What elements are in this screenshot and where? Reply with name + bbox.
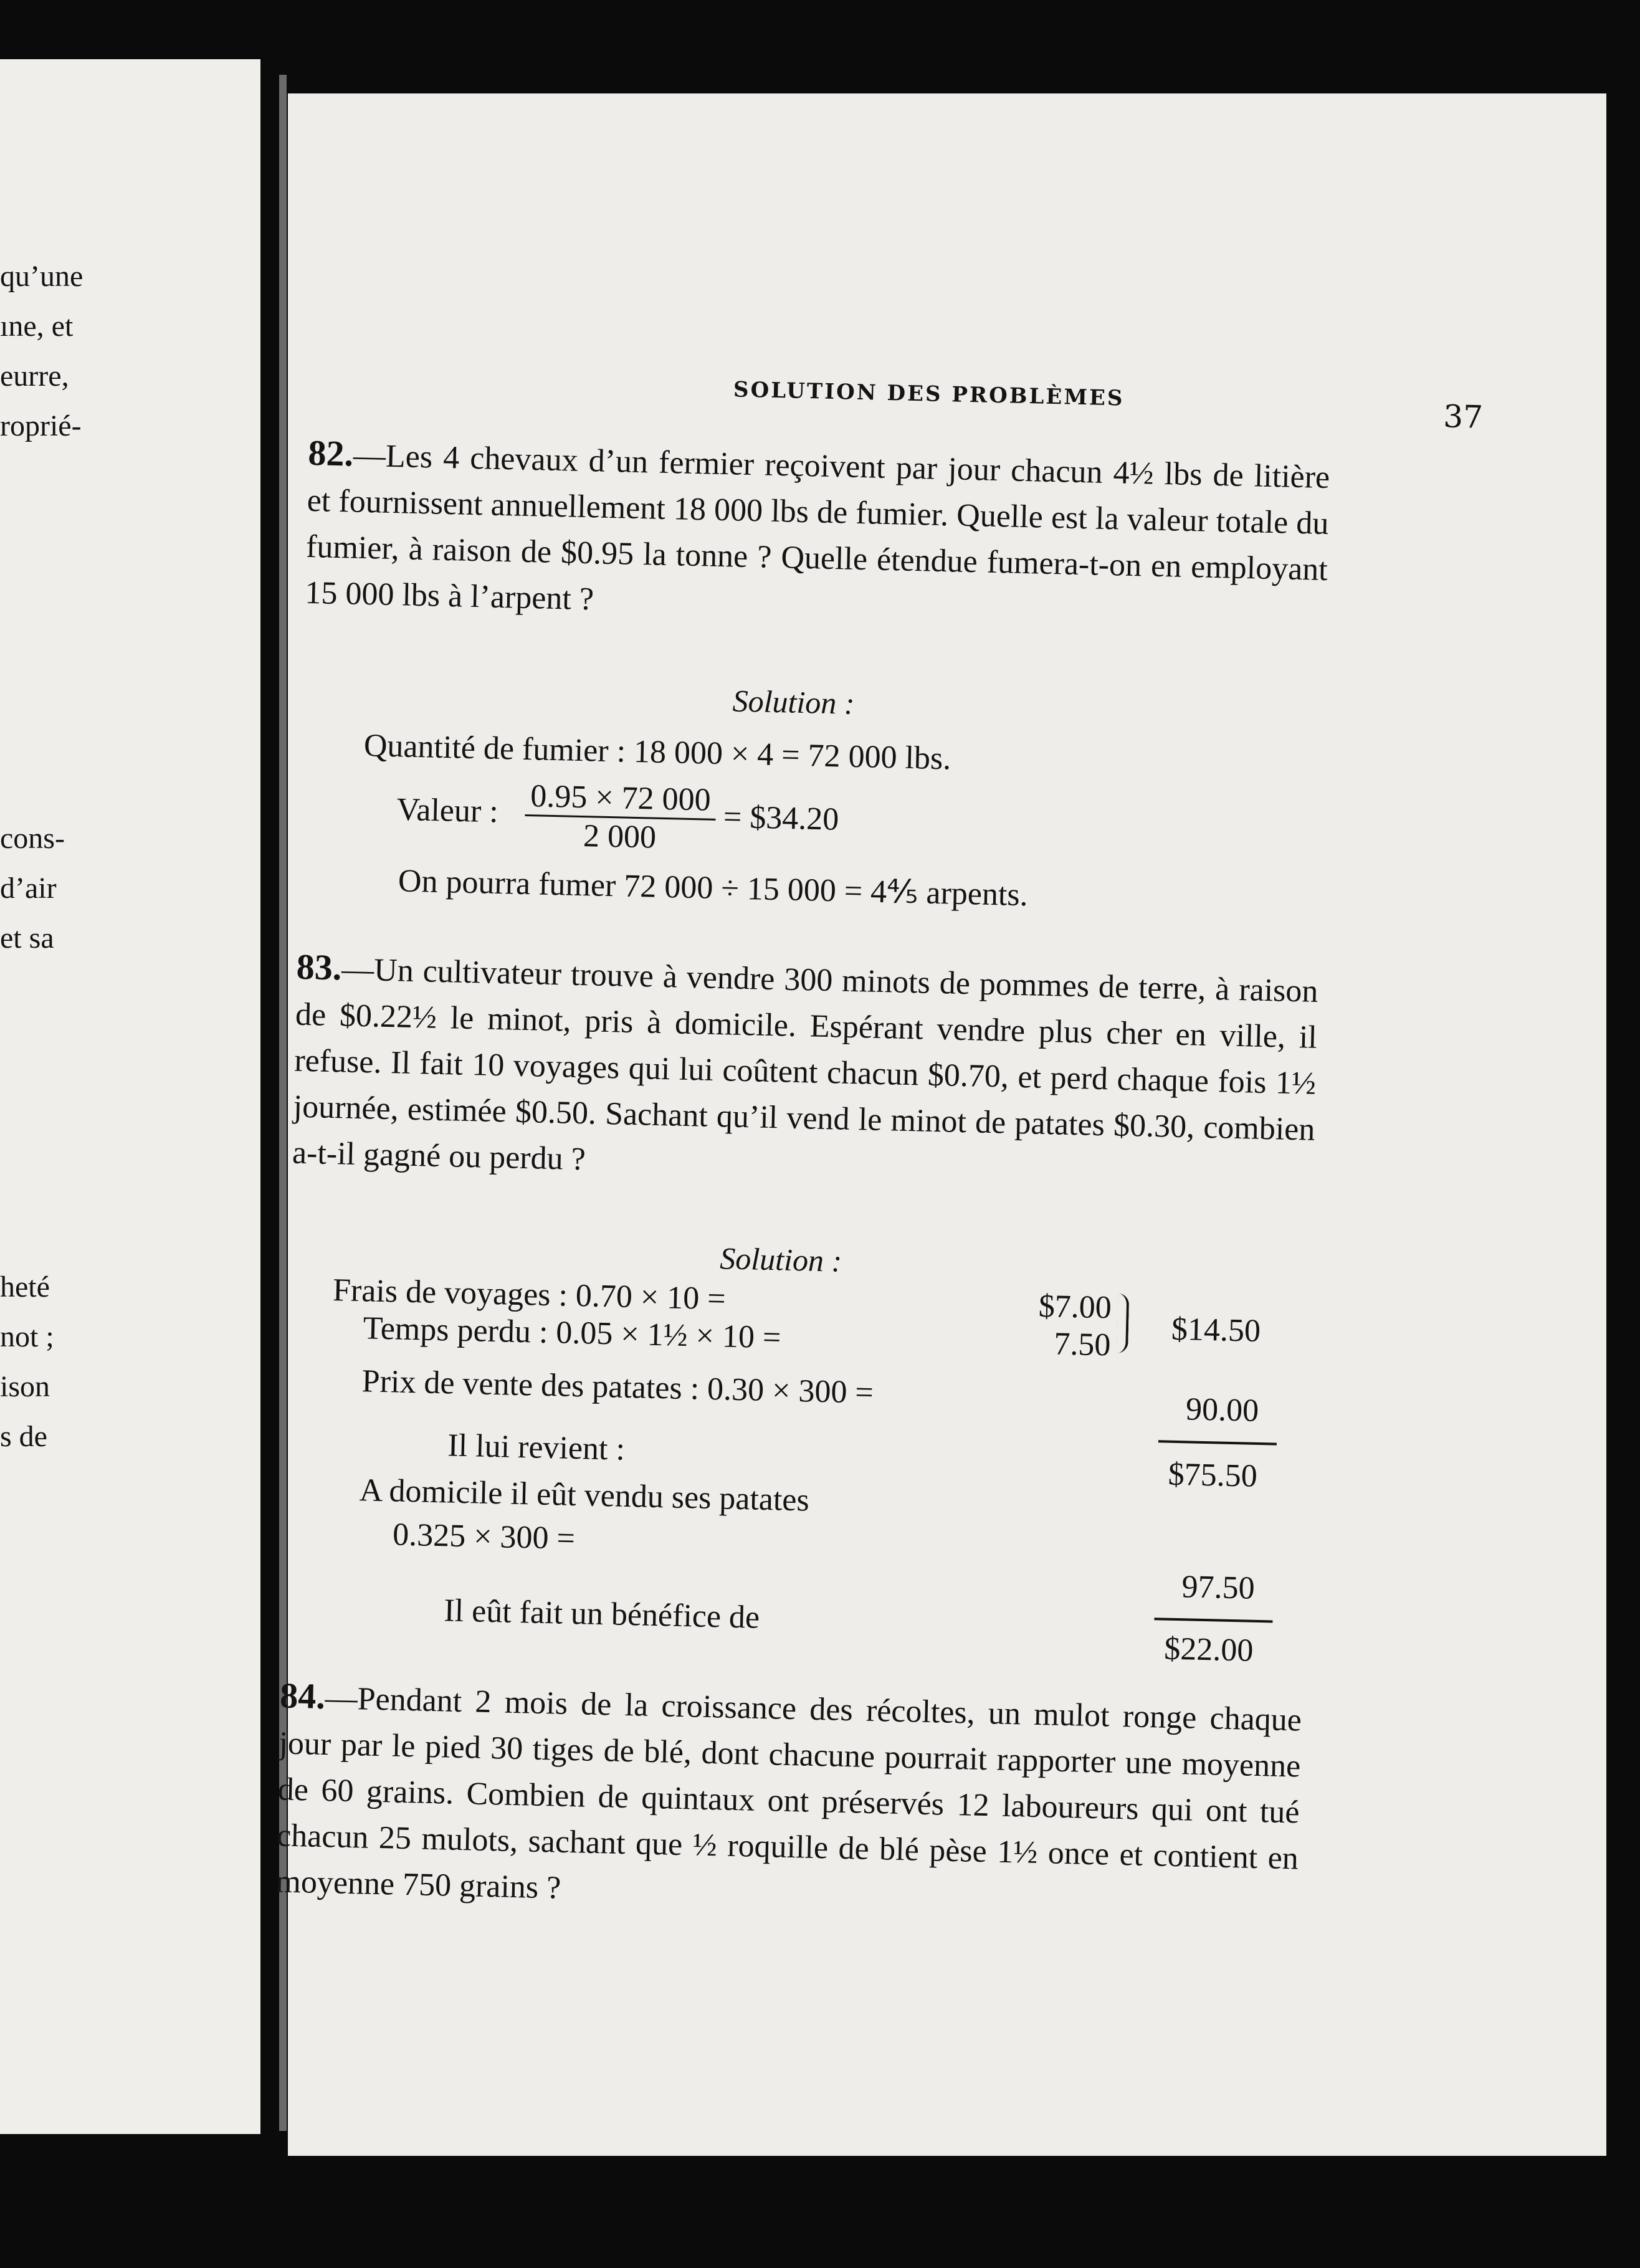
calc-row-label: A domicile il eût vendu ses patates [359,1472,810,1518]
problem-text: —Un cultivateur trouve à vendre 300 minots de pommes de terre, à raison de $0.22½ le minot, pris à domicile. Espérant vendre plus cher en ville, il refuse. Il fait 10 voyages qui lui coûtent chacun $0.70, et perd chaque fois 1½ journée, estimée $0.50. Sachant qu’il vend le minot de patates $0.30, combien a-t-il gagné ou perdu ? [292,951,1319,1178]
calc-row-amount: 97.50 [1181,1569,1256,1606]
calc-row-label: Il lui revient : [447,1427,626,1467]
book-gutter [260,59,279,2134]
calc-row-amount: $75.50 [1168,1456,1258,1494]
left-page-line: s de [0,1420,47,1453]
calc-row-amount: $22.00 [1163,1631,1254,1669]
math-line: Quantité de fumier : 18 000 × 4 = 72 000 lbs. [363,728,951,777]
problem-text: —Pendant 2 mois de la croissance des récoltes, un mulot ronge chaque jour par le pied 30 tiges de blé, dont chacune pourrait rapporter une moyenne de 60 grains. Combien de quintaux ont préservés 12 laboureurs qui ont tué chacun 25 mulots, sachant que ½ roquille de blé pèse 1½ once et contient en moyenne 750 grains ? [275,1680,1302,1906]
calc-row-label: Temps perdu : 0.05 × 1½ × 10 = [363,1310,781,1356]
running-head: SOLUTION DES PROBLÈMES [733,377,1125,411]
left-page-line: ison [0,1370,50,1403]
valeur-equation [396,774,839,860]
left-page-line: d’air [0,872,57,905]
left-page [0,59,260,2134]
valeur-result: = $34.20 [723,799,839,837]
page-number: 37 [1442,398,1484,436]
calc-row-amount: 90.00 [1185,1391,1259,1429]
calc-row-label: Prix de vente des patates : 0.30 × 300 = [361,1363,874,1411]
problem-number: 83. [296,946,343,988]
sum-rule [1158,1440,1277,1445]
problem-number: 84. [279,1675,326,1717]
fraction [524,778,716,857]
valeur-label: Valeur : [396,791,499,830]
problem-84 [275,1672,1302,1928]
solution-label: Solution : [732,683,856,721]
left-page-line: not ; [0,1320,54,1353]
problem-text: —Les 4 chevaux d’un fermier reçoivent par jour chacun 4½ lbs de litière et fournissent annuellement 18 000 lbs de fumier. Quelle est la valeur totale du fumier, à raison de $0.95 la tonne ? Quelle étendue fumera-t-on en employant 15 000 lbs à l’arpent ? [304,437,1330,617]
calc-row-label: Il eût fait un bénéfice de [443,1593,760,1636]
right-page [275,93,1606,2156]
calc-row-label: Frais de voyages : 0.70 × 10 = [332,1272,727,1317]
fraction-numerator: 0.95 × 72 000 [525,778,717,821]
brace-total: $14.50 [1171,1311,1261,1349]
solution-label: Solution : [719,1241,842,1279]
math-line: On pourra fumer 72 000 ÷ 15 000 = 4⅘ arpents. [398,863,1029,913]
left-page-line: cons- [0,822,65,855]
sum-rule [1154,1618,1272,1622]
fraction-denominator: 2 000 [583,818,657,855]
left-page-line: ıne, et [0,310,74,343]
left-page-line: eurre, [0,360,69,393]
calc-row-label: 0.325 × 300 = [392,1517,576,1557]
left-page-line: roprié- [0,409,82,442]
calc-row-amount: 7.50 [1053,1326,1112,1363]
left-page-line: heté [0,1270,50,1303]
problem-82 [305,430,1330,639]
left-page-line: qu’une [0,260,83,293]
left-page-line: et sa [0,922,54,955]
problem-83 [292,944,1318,1199]
calc-row-amount: $7.00 [1038,1288,1112,1326]
problem-number: 82. [307,432,354,474]
